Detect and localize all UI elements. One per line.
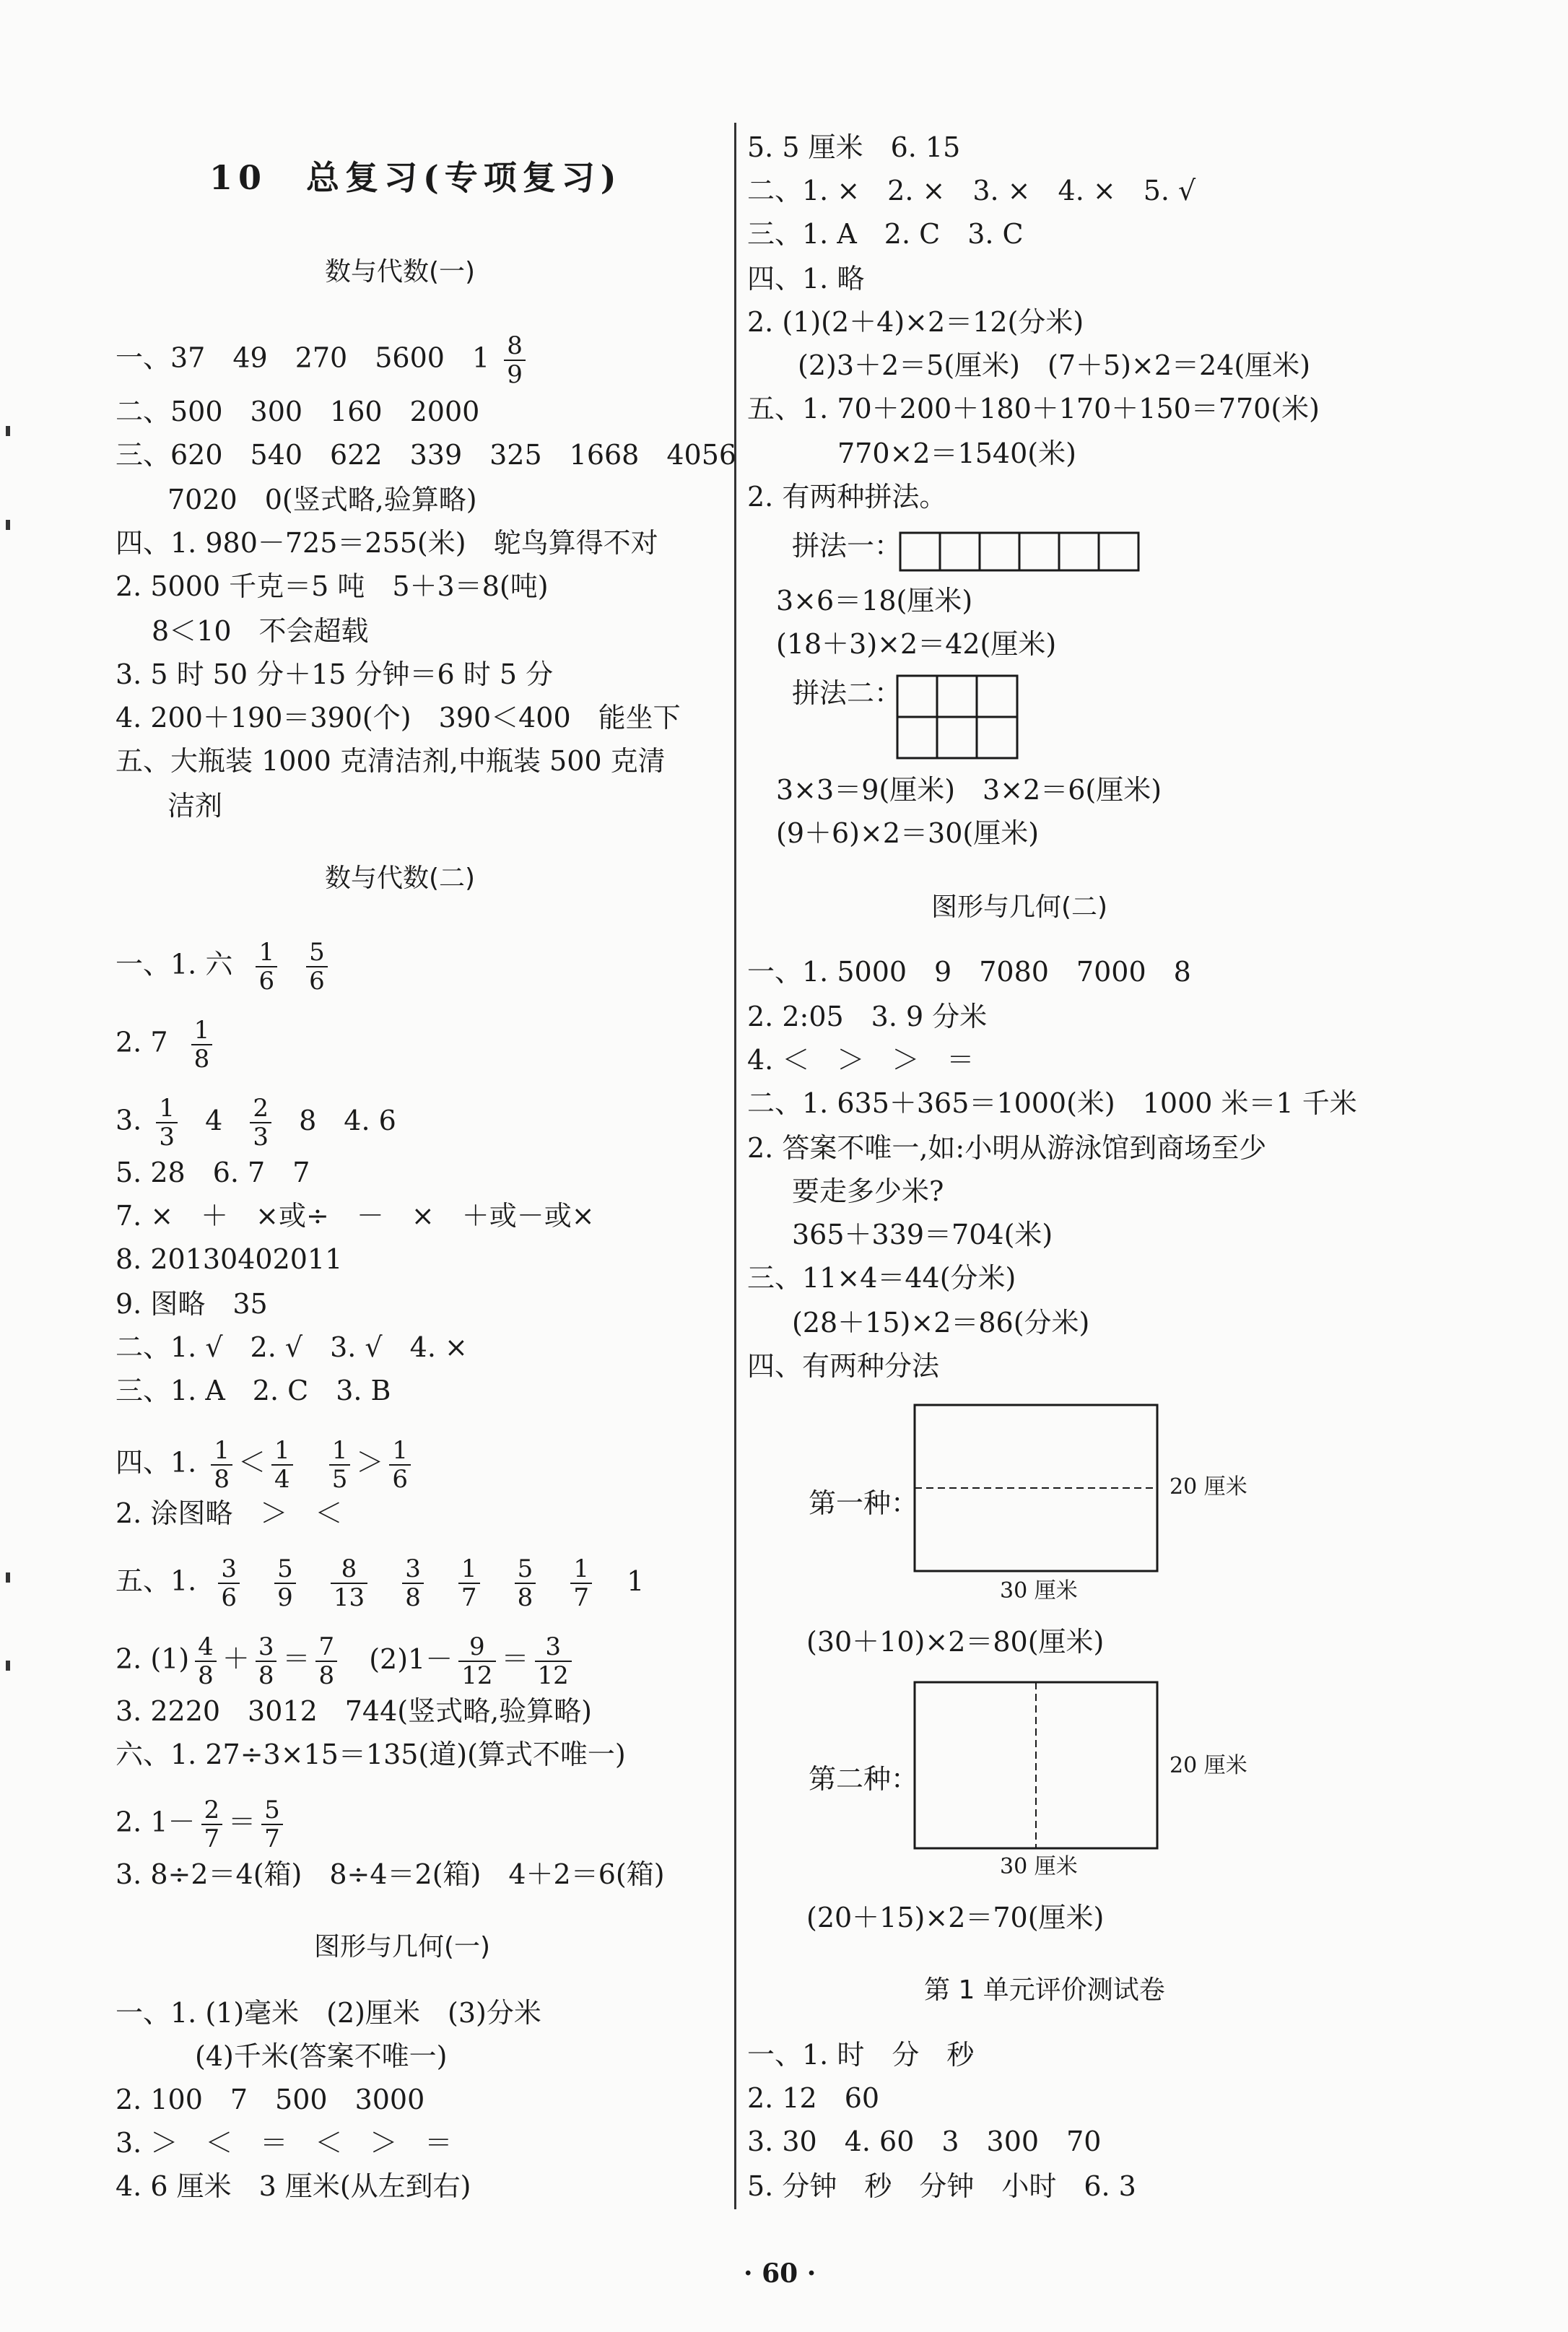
answer-line: 一、1. 时 分 秒 [747, 2039, 975, 2071]
section-heading: 数与代数(一) [325, 257, 476, 287]
answer-line: 洁剂 [167, 790, 223, 822]
answer-line: (4)千米(答案不唯一) [195, 2040, 448, 2072]
answer-line: 5. 5 厘米 6. 15 [747, 131, 961, 163]
answer-line: 5. 分钟 秒 分钟 小时 6. 3 [747, 2170, 1136, 2202]
answer-line: 2. (1)(2＋4)×2＝12(分米) [747, 306, 1084, 338]
answer-line: 2. 答案不唯一,如:小明从游泳馆到商场至少 [747, 1132, 1267, 1164]
scan-mark [6, 1572, 10, 1583]
answer-line: (28＋15)×2＝86(分米) [792, 1307, 1090, 1339]
answer-line: 3. 30 4. 60 3 300 70 [747, 2126, 1102, 2157]
answer-line: 五、1. 70＋200＋180＋170＋150＝770(米) [747, 393, 1320, 425]
scan-mark [6, 520, 10, 530]
answer-line: 8＜10 不会超载 [152, 615, 369, 647]
answer-line: 三、1. A 2. C 3. B [116, 1375, 391, 1406]
answer-line: 要走多少米? [792, 1175, 944, 1207]
answer-line: 8. 20130402011 [116, 1243, 343, 1275]
answer-line: 三、1. A 2. C 3. C [747, 218, 1024, 250]
answer-line: (20＋15)×2＝70(厘米) [806, 1902, 1105, 1933]
answer-line: 4. 6 厘米 3 厘米(从左到右) [116, 2170, 471, 2202]
division-figure-one [913, 1404, 1159, 1572]
answer-line: 2. 涂图略 ＞ ＜ [116, 1497, 343, 1529]
answer-line: 4. ＜ ＞ ＞ ＝ [747, 1044, 975, 1076]
answer-line: (9＋6)×2＝30(厘米) [776, 817, 1040, 849]
answer-line: 一、1. (1)毫米 (2)厘米 (3)分米 [116, 1997, 541, 2029]
dimension-label: 20 厘米 [1170, 1474, 1247, 1500]
answer-line: 7020 0(竖式略,验算略) [167, 484, 477, 515]
answer-line: 二、1. × 2. × 3. × 4. × 5. √ [747, 175, 1196, 206]
answer-line: 三、11×4＝44(分米) [747, 1262, 1016, 1294]
answer-line: (18＋3)×2＝42(厘米) [776, 628, 1057, 660]
answer-line: 四、1. $\frac{1}{8}$ ＜ $\frac{1}{4}$ $\frac{1}{5}$ ＞ $\frac{1}{6}$ [116, 1437, 417, 1493]
answer-line: 二、1. 635＋365＝1000(米) 1000 米＝1 千米 [747, 1087, 1357, 1119]
answer-line: 二、500 300 160 2000 [116, 396, 480, 427]
answer-line: 4. 200＋190＝390(个) 390＜400 能坐下 [116, 702, 681, 734]
page-title: 10 总复习(专项复习) [209, 158, 622, 197]
answer-line: 3. $\frac{1}{3}$ 4 $\frac{2}{3}$ 8 4. 6 [116, 1094, 396, 1152]
answer-line: 四、1. 980－725＝255(米) 鸵鸟算得不对 [116, 527, 658, 559]
answer-line: 五、大瓶装 1000 克清洁剂,中瓶装 500 克清 [116, 745, 666, 777]
answer-line: 四、有两种分法 [747, 1350, 940, 1382]
answer-line: 3. ＞ ＜ ＝ ＜ ＞ ＝ [116, 2127, 453, 2159]
dimension-label: 20 厘米 [1170, 1753, 1247, 1778]
answer-line: 六、1. 27÷3×15＝135(道)(算式不唯一) [116, 1739, 626, 1770]
answer-line: 拼法二： [792, 677, 902, 709]
answer-line: 365＋339＝704(米) [792, 1219, 1053, 1250]
answer-line: 3×3＝9(厘米) 3×2＝6(厘米) [776, 774, 1162, 806]
answer-line: 三、620 540 622 339 325 1668 4056 [116, 439, 737, 471]
figure-label: 第一种： [809, 1487, 919, 1519]
section-heading: 图形与几何(二) [931, 892, 1108, 922]
answer-line: 一、37 49 270 5600 1 $\frac{8}{9}$ [116, 332, 531, 388]
page-number: · 60 · [744, 2258, 816, 2289]
answer-line: (2)3＋2＝5(厘米) (7＋5)×2＝24(厘米) [798, 349, 1311, 381]
section-heading: 第 1 单元评价测试卷 [924, 1975, 1165, 2005]
answer-line: 五、1. $\frac{3}{6}$ $\frac{5}{9}$ $\frac{8}{13}$ $\frac{3}{8}$ $\frac{1}{7}$ $\frac{5}{8}$ $\frac{1}{7}$ 1 [116, 1554, 645, 1612]
answer-line: 2. 5000 千克＝5 吨 5＋3＝8(吨) [116, 570, 549, 602]
answer-line: 2. 有两种拼法。 [747, 481, 947, 513]
answer-line: 2. 12 60 [747, 2082, 880, 2114]
answer-line: 一、1. 5000 9 7080 7000 8 [747, 956, 1191, 988]
answer-line: 2. 1－ $\frac{2}{7}$ ＝ $\frac{5}{7}$ [116, 1796, 289, 1853]
answer-line: 7. × ＋ ×或÷ － × ＋或－或× [116, 1200, 595, 1232]
dimension-label: 30 厘米 [1000, 1578, 1078, 1604]
tiling-figure-two [896, 674, 1020, 761]
answer-line: 一、1. 六 $\frac{1}{6}$ $\frac{5}{6}$ [116, 939, 334, 995]
tiling-figure-one [899, 531, 1170, 572]
figure-label: 第二种： [809, 1763, 919, 1795]
scan-mark [6, 1661, 10, 1671]
answer-line: 9. 图略 35 [116, 1288, 268, 1320]
division-figure-two [913, 1681, 1159, 1850]
answer-line: 5. 28 6. 7 7 [116, 1157, 310, 1188]
answer-line: 3. 8÷2＝4(箱) 8÷4＝2(箱) 4＋2＝6(箱) [116, 1858, 665, 1890]
answer-line: 2. 100 7 500 3000 [116, 2084, 425, 2115]
answer-line: 3×6＝18(厘米) [776, 585, 973, 617]
answer-line: 770×2＝1540(米) [837, 438, 1076, 469]
answer-line: 2. 2:05 3. 9 分米 [747, 1001, 988, 1032]
answer-line: 3. 2220 3012 744(竖式略,验算略) [116, 1695, 593, 1727]
answer-line: 二、1. √ 2. √ 3. √ 4. × [116, 1331, 468, 1363]
scan-mark [6, 426, 10, 436]
column-divider [734, 123, 736, 2209]
answer-line: 2. 7 $\frac{1}{8}$ [116, 1017, 218, 1073]
answer-line: 2. (1) $\frac{4}{8}$ ＋ $\frac{3}{8}$ ＝ $\frac{7}{8}$ (2)1－ $\frac{9}{12}$ ＝ $\frac{3}{12}$ [116, 1633, 578, 1689]
answer-line: 拼法一： [792, 530, 902, 562]
answer-line: 四、1. 略 [747, 263, 865, 295]
section-heading: 数与代数(二) [325, 863, 476, 893]
dimension-label: 30 厘米 [1000, 1854, 1078, 1879]
section-heading: 图形与几何(一) [314, 1932, 491, 1962]
answer-line: 3. 5 时 50 分＋15 分钟＝6 时 5 分 [116, 658, 554, 690]
answer-line: (30＋10)×2＝80(厘米) [806, 1626, 1105, 1658]
